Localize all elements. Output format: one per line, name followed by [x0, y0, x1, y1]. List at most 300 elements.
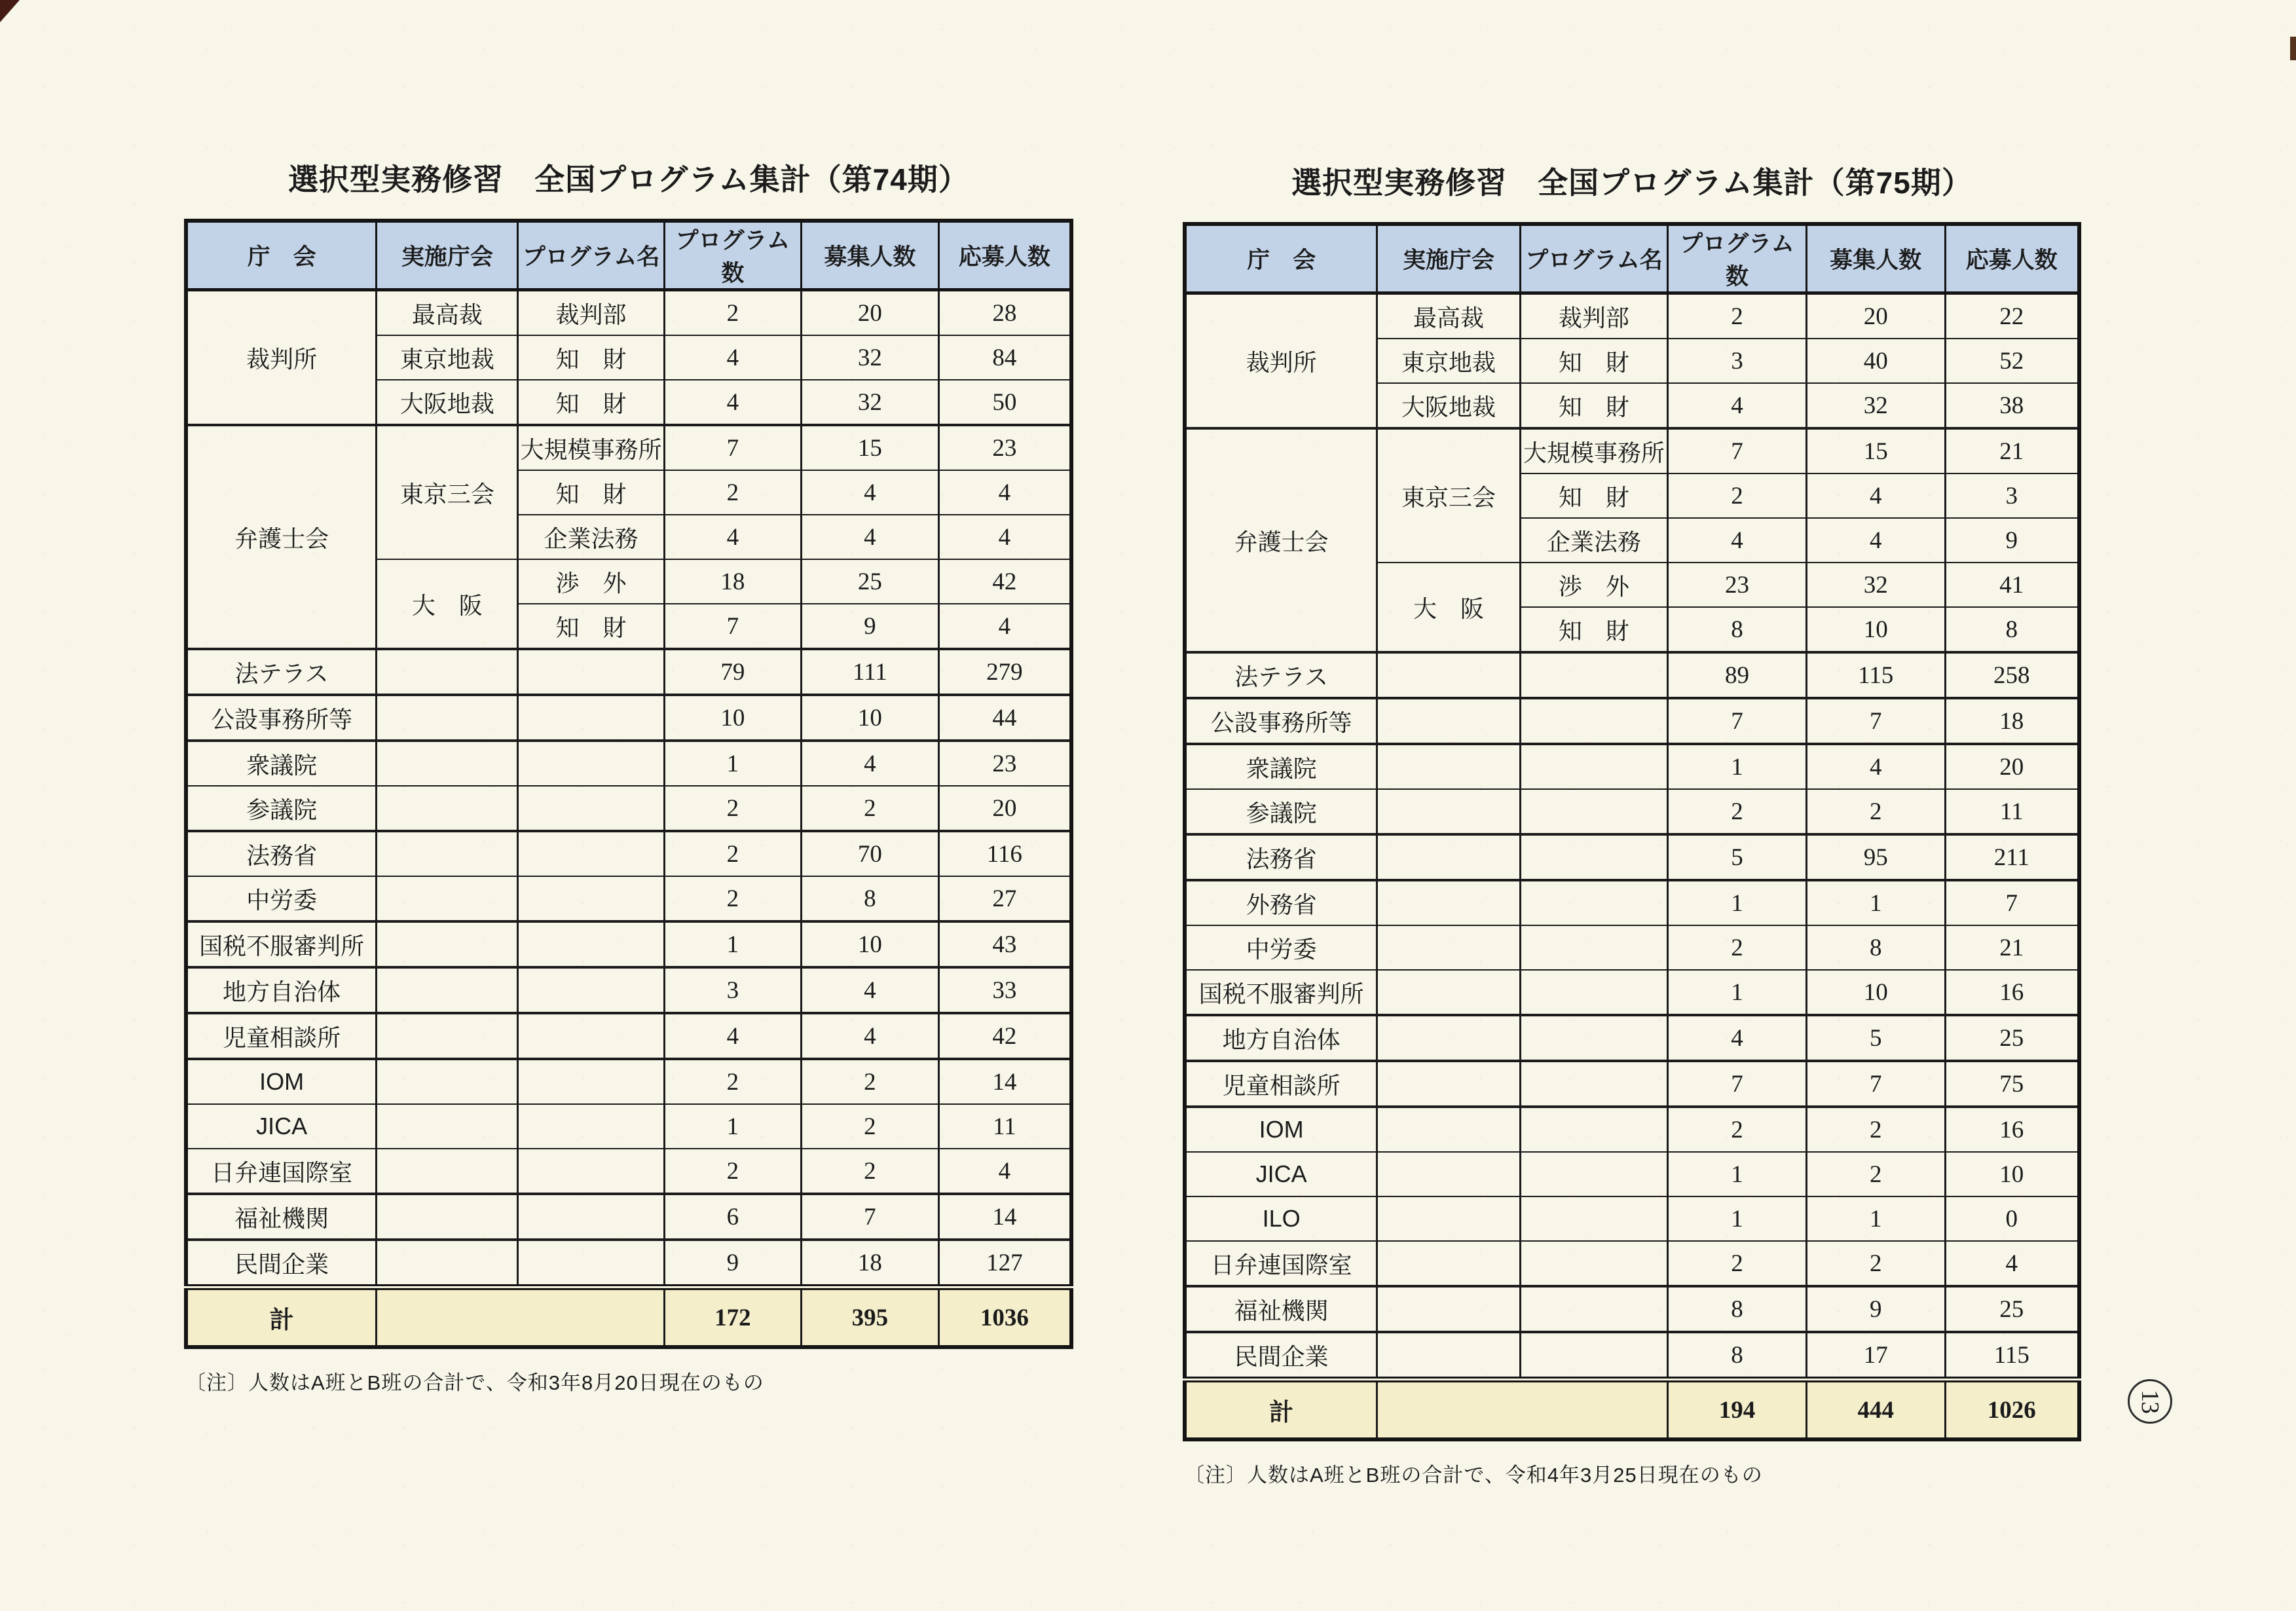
cell-recruit: 32: [1806, 383, 1945, 428]
scan-artifact-corner: [0, 0, 20, 22]
cell-recruit: 15: [802, 425, 939, 470]
table-row: [186, 1149, 1071, 1194]
cell-recruit: 70: [802, 831, 939, 876]
cell-org: [1377, 1061, 1521, 1107]
cell-org: 最高裁: [1377, 293, 1521, 339]
cell-agency: 児童相談所: [186, 1013, 377, 1059]
cell-count: 2: [1668, 473, 1807, 518]
cell-program: [518, 741, 664, 786]
cell-org: 東京地裁: [377, 335, 518, 380]
cell-program: 知 財: [1520, 473, 1667, 518]
cell-apply: 42: [938, 1013, 1071, 1059]
cell-count: 4: [1668, 518, 1807, 563]
column-header: 庁 会: [186, 221, 377, 290]
cell-org: [377, 786, 518, 831]
table-row: [1185, 970, 2079, 1015]
cell-apply: 127: [938, 1240, 1071, 1287]
cell-count: 2: [664, 876, 802, 921]
cell-agency: 裁判所: [186, 290, 377, 426]
cell-program: [1520, 1332, 1667, 1380]
cell-recruit: 10: [802, 695, 939, 741]
cell-recruit: 7: [1806, 698, 1945, 744]
cell-count: 7: [1668, 698, 1807, 744]
cell-count: 2: [664, 786, 802, 831]
total-recruit-cell: 444: [1806, 1380, 1945, 1440]
cell-recruit: 8: [802, 876, 939, 921]
cell-program: 企業法務: [518, 515, 664, 559]
table-row: [186, 425, 1071, 470]
cell-apply: 8: [1945, 607, 2079, 652]
cell-apply: 43: [938, 921, 1071, 967]
table-row: [1185, 1196, 2079, 1241]
cell-recruit: 1: [1806, 880, 1945, 925]
cell-apply: 211: [1945, 834, 2079, 880]
cell-org: [1377, 970, 1521, 1015]
table-row: [186, 290, 1071, 336]
cell-recruit: 9: [1806, 1286, 1945, 1332]
cell-apply: 41: [1945, 563, 2079, 607]
cell-program: [1520, 1196, 1667, 1241]
cell-count: 4: [664, 515, 802, 559]
cell-org: [1377, 1152, 1521, 1196]
cell-count: 1: [664, 741, 802, 786]
cell-agency: 弁護士会: [1185, 428, 1377, 652]
cell-count: 10: [664, 695, 802, 741]
cell-agency: 法務省: [186, 831, 377, 876]
total-spacer-cell: [377, 1287, 664, 1348]
table-row: [1185, 1286, 2079, 1332]
cell-count: 4: [664, 1013, 802, 1059]
table-row: [186, 1240, 1071, 1287]
cell-program: [1520, 744, 1667, 789]
cell-program: [1520, 970, 1667, 1015]
cell-org: [377, 1059, 518, 1104]
cell-org: [1377, 1286, 1521, 1332]
cell-apply: 279: [938, 649, 1071, 695]
cell-org: 東京三会: [377, 425, 518, 559]
cell-count: 8: [1668, 1332, 1807, 1380]
cell-apply: 25: [1945, 1015, 2079, 1061]
cell-count: 7: [664, 425, 802, 470]
table-row: [186, 831, 1071, 876]
cell-apply: 116: [938, 831, 1071, 876]
cell-org: 東京地裁: [1377, 339, 1521, 383]
cell-apply: 25: [1945, 1286, 2079, 1332]
table-row: [186, 1059, 1071, 1104]
cell-count: 1: [1668, 1196, 1807, 1241]
cell-agency: 民間企業: [186, 1240, 377, 1287]
cell-org: [1377, 698, 1521, 744]
cell-program: [518, 967, 664, 1013]
cell-program: 渉 外: [518, 559, 664, 604]
cell-count: 2: [1668, 925, 1807, 970]
cell-apply: 23: [938, 741, 1071, 786]
cell-apply: 4: [938, 1149, 1071, 1194]
table-row: [1185, 834, 2079, 880]
cell-apply: 44: [938, 695, 1071, 741]
header-row: [186, 221, 1071, 290]
table-row: [1185, 293, 2079, 339]
column-header: 募集人数: [802, 221, 939, 290]
cell-program: 大規模事務所: [1520, 428, 1667, 473]
footnote-term74: 〔注〕人数はA班とB班の合計で、令和3年8月20日現在のもの: [185, 1371, 764, 1394]
cell-recruit: 15: [1806, 428, 1945, 473]
table-row: [1185, 698, 2079, 744]
cell-org: [377, 921, 518, 967]
cell-agency: 法テラス: [186, 649, 377, 695]
cell-apply: 20: [938, 786, 1071, 831]
cell-agency: 参議院: [1185, 789, 1377, 834]
cell-org: [1377, 1015, 1521, 1061]
cell-program: [518, 1149, 664, 1194]
table-row: [1185, 789, 2079, 834]
cell-apply: 52: [1945, 339, 2079, 383]
cell-program: [518, 921, 664, 967]
program-table-term74: [184, 219, 1073, 1349]
cell-apply: 11: [938, 1104, 1071, 1149]
cell-recruit: 4: [1806, 473, 1945, 518]
cell-org: [377, 876, 518, 921]
column-header: 応募人数: [1945, 224, 2079, 293]
table-title-term75: 選択型実務修習 全国プログラム集計（第75期）: [1291, 166, 1972, 200]
cell-org: [377, 831, 518, 876]
table-row: [1185, 925, 2079, 970]
cell-org: [1377, 744, 1521, 789]
cell-recruit: 17: [1806, 1332, 1945, 1380]
cell-program: 企業法務: [1520, 518, 1667, 563]
cell-program: [1520, 652, 1667, 698]
total-count-cell: 172: [664, 1287, 802, 1348]
cell-program: 大規模事務所: [518, 425, 664, 470]
cell-org: [377, 741, 518, 786]
table-row: [1185, 1015, 2079, 1061]
cell-program: 裁判部: [518, 290, 664, 336]
cell-apply: 4: [1945, 1241, 2079, 1286]
cell-program: [1520, 1107, 1667, 1152]
cell-apply: 4: [938, 604, 1071, 649]
cell-apply: 14: [938, 1059, 1071, 1104]
cell-count: 18: [664, 559, 802, 604]
cell-org: 大 阪: [1377, 563, 1521, 652]
cell-apply: 22: [1945, 293, 2079, 339]
cell-agency: IOM: [186, 1059, 377, 1104]
cell-count: 2: [664, 831, 802, 876]
cell-recruit: 40: [1806, 339, 1945, 383]
cell-org: [1377, 1196, 1521, 1241]
cell-agency: 参議院: [186, 786, 377, 831]
table-row: [186, 741, 1071, 786]
cell-count: 2: [664, 290, 802, 336]
cell-org: 大 阪: [377, 559, 518, 649]
cell-count: 79: [664, 649, 802, 695]
cell-org: [1377, 925, 1521, 970]
cell-org: [1377, 1241, 1521, 1286]
cell-recruit: 2: [1806, 1241, 1945, 1286]
cell-apply: 38: [1945, 383, 2079, 428]
cell-program: [1520, 1061, 1667, 1107]
cell-program: 裁判部: [1520, 293, 1667, 339]
cell-agency: 外務省: [1185, 880, 1377, 925]
total-count-cell: 194: [1668, 1380, 1807, 1440]
cell-recruit: 25: [802, 559, 939, 604]
cell-count: 2: [1668, 293, 1807, 339]
cell-org: [1377, 789, 1521, 834]
cell-count: 4: [1668, 1015, 1807, 1061]
cell-count: 4: [664, 335, 802, 380]
column-header: 庁 会: [1185, 224, 1377, 293]
cell-agency: 福祉機関: [186, 1194, 377, 1240]
cell-count: 2: [664, 1149, 802, 1194]
cell-recruit: 2: [1806, 1107, 1945, 1152]
table-row: [1185, 1241, 2079, 1286]
cell-count: 3: [1668, 339, 1807, 383]
total-spacer-cell: [1377, 1380, 1668, 1440]
cell-org: [1377, 880, 1521, 925]
cell-apply: 115: [1945, 1332, 2079, 1380]
cell-org: [377, 1149, 518, 1194]
table-row: [1185, 880, 2079, 925]
cell-recruit: 1: [1806, 1196, 1945, 1241]
cell-org: [377, 649, 518, 695]
table-row: [186, 695, 1071, 741]
table-section-term75: [1183, 159, 2081, 1488]
cell-count: 8: [1668, 1286, 1807, 1332]
cell-recruit: 4: [1806, 744, 1945, 789]
cell-recruit: 20: [802, 290, 939, 336]
cell-count: 2: [1668, 1107, 1807, 1152]
cell-org: [377, 1013, 518, 1059]
cell-agency: 公設事務所等: [186, 695, 377, 741]
cell-program: [1520, 789, 1667, 834]
cell-apply: 84: [938, 335, 1071, 380]
cell-org: [377, 1240, 518, 1287]
cell-recruit: 32: [1806, 563, 1945, 607]
cell-recruit: 2: [1806, 789, 1945, 834]
cell-count: 9: [664, 1240, 802, 1287]
table-row: [186, 876, 1071, 921]
cell-program: [1520, 698, 1667, 744]
column-header: 実施庁会: [377, 221, 518, 290]
cell-program: [518, 786, 664, 831]
cell-recruit: 18: [802, 1240, 939, 1287]
table-row: [1185, 1332, 2079, 1380]
cell-recruit: 7: [1806, 1061, 1945, 1107]
cell-program: [518, 876, 664, 921]
cell-org: [1377, 1332, 1521, 1380]
cell-recruit: 115: [1806, 652, 1945, 698]
cell-count: 4: [664, 380, 802, 425]
cell-agency: 児童相談所: [1185, 1061, 1377, 1107]
cell-agency: 法務省: [1185, 834, 1377, 880]
table-section-term74: [184, 156, 1073, 1396]
total-apply-cell: 1026: [1945, 1380, 2079, 1440]
cell-agency: IOM: [1185, 1107, 1377, 1152]
cell-program: [518, 1013, 664, 1059]
cell-recruit: 111: [802, 649, 939, 695]
cell-agency: JICA: [186, 1104, 377, 1149]
table-row: [186, 1104, 1071, 1149]
cell-count: 2: [664, 470, 802, 515]
table-row: [186, 1194, 1071, 1240]
cell-program: [1520, 1241, 1667, 1286]
table-row: [1185, 744, 2079, 789]
cell-program: [518, 695, 664, 741]
cell-count: 1: [664, 1104, 802, 1149]
cell-program: 知 財: [518, 335, 664, 380]
cell-program: 渉 外: [1520, 563, 1667, 607]
cell-recruit: 2: [802, 1104, 939, 1149]
column-header: プログラム数: [1668, 224, 1807, 293]
table-row: [186, 967, 1071, 1013]
cell-count: 7: [1668, 1061, 1807, 1107]
cell-count: 1: [1668, 744, 1807, 789]
cell-count: 3: [664, 967, 802, 1013]
page-number: 13: [2136, 1390, 2164, 1413]
column-header: 募集人数: [1806, 224, 1945, 293]
cell-agency: 法テラス: [1185, 652, 1377, 698]
column-header: 応募人数: [938, 221, 1071, 290]
cell-program: [1520, 880, 1667, 925]
table-row: [1185, 1061, 2079, 1107]
cell-program: 知 財: [1520, 607, 1667, 652]
cell-program: [1520, 834, 1667, 880]
cell-recruit: 32: [802, 335, 939, 380]
cell-apply: 20: [1945, 744, 2079, 789]
cell-count: 1: [1668, 1152, 1807, 1196]
table-row: [1185, 428, 2079, 473]
cell-recruit: 2: [802, 786, 939, 831]
cell-org: [377, 967, 518, 1013]
cell-apply: 75: [1945, 1061, 2079, 1107]
cell-apply: 16: [1945, 970, 2079, 1015]
cell-recruit: 4: [802, 1013, 939, 1059]
footnote-term75: 〔注〕人数はA班とB班の合計で、令和4年3月25日現在のもの: [1184, 1464, 1763, 1487]
total-recruit-cell: 395: [802, 1287, 939, 1348]
cell-apply: 21: [1945, 428, 2079, 473]
cell-recruit: 4: [802, 470, 939, 515]
cell-agency: 弁護士会: [186, 425, 377, 649]
cell-count: 23: [1668, 563, 1807, 607]
cell-recruit: 9: [802, 604, 939, 649]
cell-agency: 地方自治体: [1185, 1015, 1377, 1061]
cell-recruit: 20: [1806, 293, 1945, 339]
cell-recruit: 4: [1806, 518, 1945, 563]
cell-org: 東京三会: [1377, 428, 1521, 563]
cell-recruit: 4: [802, 741, 939, 786]
cell-program: 知 財: [1520, 383, 1667, 428]
cell-apply: 21: [1945, 925, 2079, 970]
cell-org: 大阪地裁: [1377, 383, 1521, 428]
cell-org: [377, 1104, 518, 1149]
cell-apply: 4: [938, 470, 1071, 515]
cell-count: 1: [664, 921, 802, 967]
cell-apply: 11: [1945, 789, 2079, 834]
table-title-term74: 選択型実務修習 全国プログラム集計（第74期）: [288, 162, 969, 196]
cell-count: 7: [664, 604, 802, 649]
cell-apply: 18: [1945, 698, 2079, 744]
cell-count: 1: [1668, 880, 1807, 925]
cell-apply: 9: [1945, 518, 2079, 563]
cell-program: 知 財: [518, 604, 664, 649]
column-header: プログラム数: [664, 221, 802, 290]
cell-program: [518, 1194, 664, 1240]
cell-agency: 裁判所: [1185, 293, 1377, 429]
cell-agency: ILO: [1185, 1196, 1377, 1241]
cell-recruit: 95: [1806, 834, 1945, 880]
cell-program: [518, 649, 664, 695]
cell-agency: 国税不服審判所: [186, 921, 377, 967]
cell-count: 2: [664, 1059, 802, 1104]
column-header: プログラム名: [518, 221, 664, 290]
total-label-cell: 計: [186, 1287, 377, 1348]
total-row: [186, 1287, 1071, 1348]
cell-agency: 中労委: [1185, 925, 1377, 970]
cell-org: 大阪地裁: [377, 380, 518, 425]
cell-agency: 民間企業: [1185, 1332, 1377, 1380]
cell-program: [1520, 925, 1667, 970]
table-row: [186, 786, 1071, 831]
cell-program: [1520, 1286, 1667, 1332]
cell-org: [1377, 834, 1521, 880]
cell-agency: 中労委: [186, 876, 377, 921]
cell-agency: 日弁連国際室: [186, 1149, 377, 1194]
cell-apply: 258: [1945, 652, 2079, 698]
table-row: [186, 921, 1071, 967]
cell-apply: 10: [1945, 1152, 2079, 1196]
cell-recruit: 4: [802, 515, 939, 559]
cell-recruit: 32: [802, 380, 939, 425]
cell-recruit: 7: [802, 1194, 939, 1240]
cell-recruit: 2: [1806, 1152, 1945, 1196]
cell-recruit: 2: [802, 1059, 939, 1104]
cell-apply: 16: [1945, 1107, 2079, 1152]
cell-program: [1520, 1152, 1667, 1196]
cell-apply: 42: [938, 559, 1071, 604]
cell-org: 最高裁: [377, 290, 518, 336]
cell-recruit: 4: [802, 967, 939, 1013]
cell-program: 知 財: [518, 470, 664, 515]
cell-apply: 3: [1945, 473, 2079, 518]
cell-program: 知 財: [1520, 339, 1667, 383]
cell-program: [518, 1059, 664, 1104]
cell-org: [377, 695, 518, 741]
program-table-term75: [1183, 222, 2081, 1441]
cell-apply: 27: [938, 876, 1071, 921]
cell-recruit: 10: [802, 921, 939, 967]
table-row: [1185, 652, 2079, 698]
cell-apply: 0: [1945, 1196, 2079, 1241]
cell-count: 6: [664, 1194, 802, 1240]
cell-count: 5: [1668, 834, 1807, 880]
cell-count: 4: [1668, 383, 1807, 428]
scan-artifact-edge: [2290, 37, 2296, 60]
cell-program: 知 財: [518, 380, 664, 425]
cell-apply: 4: [938, 515, 1071, 559]
cell-agency: 公設事務所等: [1185, 698, 1377, 744]
cell-count: 2: [1668, 789, 1807, 834]
cell-agency: 衆議院: [1185, 744, 1377, 789]
cell-agency: 国税不服審判所: [1185, 970, 1377, 1015]
cell-apply: 7: [1945, 880, 2079, 925]
cell-program: [518, 831, 664, 876]
cell-count: 89: [1668, 652, 1807, 698]
cell-apply: 14: [938, 1194, 1071, 1240]
cell-program: [518, 1240, 664, 1287]
cell-recruit: 10: [1806, 607, 1945, 652]
column-header: 実施庁会: [1377, 224, 1521, 293]
table-row: [1185, 1152, 2079, 1196]
cell-apply: 50: [938, 380, 1071, 425]
